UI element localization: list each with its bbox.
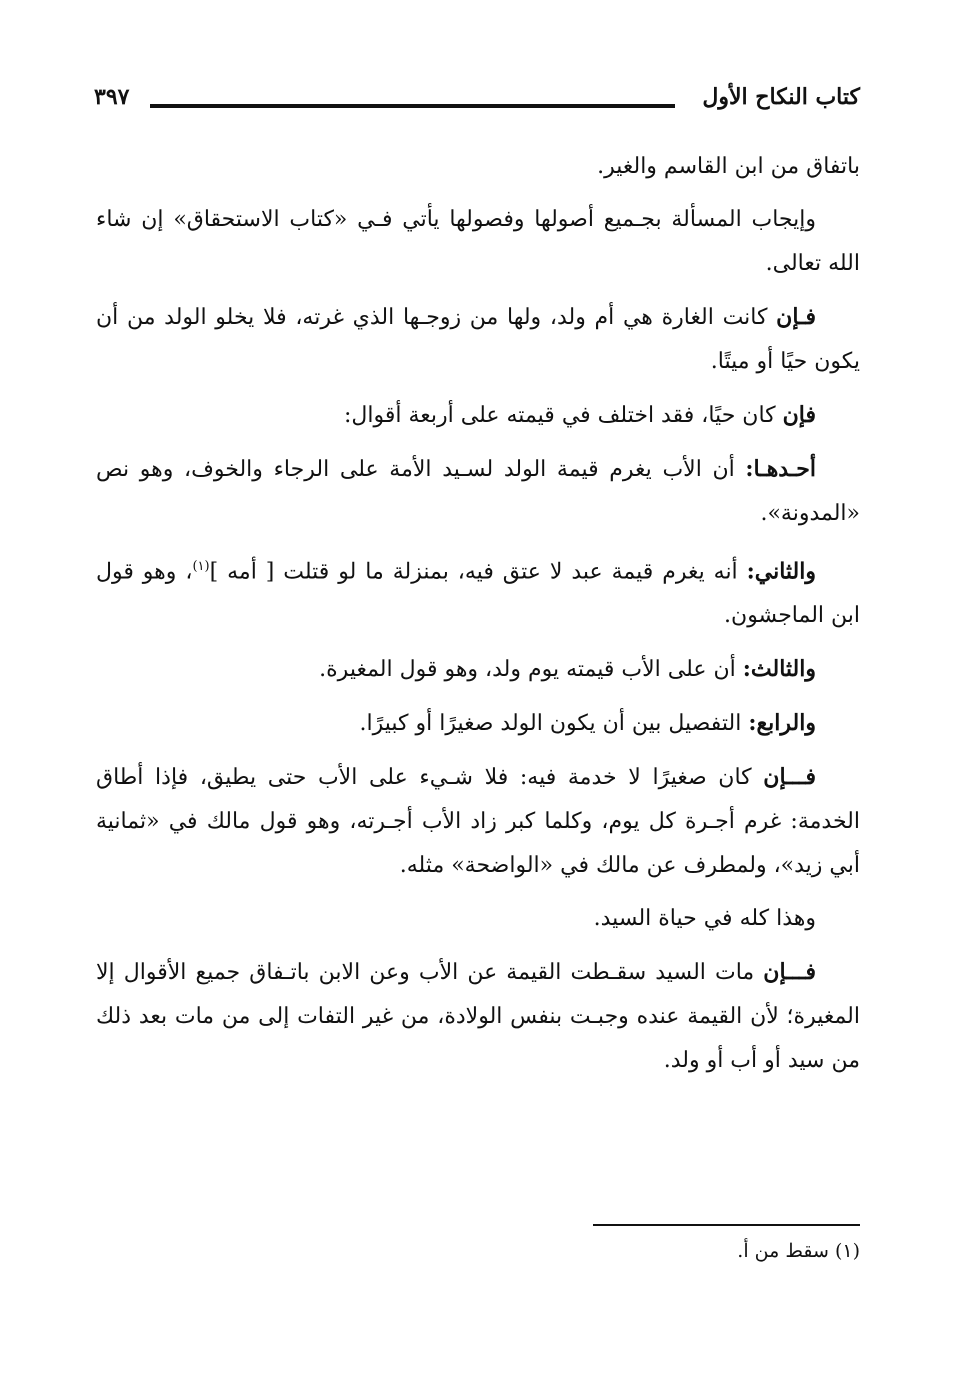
header-rule <box>150 104 675 108</box>
paragraph-10-text: وهذا كله في حياة السيد. <box>593 906 816 932</box>
paragraph-11 <box>96 950 860 1083</box>
paragraph-11-text: مات السيد سقـطت القيمة عن الأب وعن الابن باتـفاق جميع الأقوال إلا المغيرة؛ لأن القيمة عنده وجبـت بنفس الولادة، من غير التفات إلى من مات بعد ذلك من سيد أو أب أو ولد. <box>96 960 860 1074</box>
paragraph-8-lead: والرابع: <box>748 710 816 737</box>
footnote-reference[interactable]: (١) <box>192 559 210 574</box>
paragraph-9-text: كان صغيرًا لا خدمة فيه: فلا شـيء على الأب حتى يطيق، فإذا أطاق الخدمة: غرم أجـرة كل يوم، وكلما كبر زاد الأب أجـرته، وهو قول مالك في «ثمانية أبي زيد»، ولمطرف عن مالك في «الواضحة» مثله. <box>96 765 860 879</box>
paragraph-6-after: ، وهو قول ابن الماجشون. <box>96 559 860 629</box>
paragraph-5-lead: أحـدهـا: <box>745 456 816 482</box>
paragraph-3-text: كانت الغارة هي أم ولد، ولها من زوجـها الذي غرته، فلا يخلو الولد من أن يكون حيًا أو ميتًا. <box>96 305 860 374</box>
paragraph-3 <box>96 295 860 384</box>
paragraph-4-text: كان حيًا، فقد اختلف في قيمته على أربعة أقوال: <box>344 403 783 428</box>
paragraph-8-text: التفصيل بين أن يكون الولد صغيرًا أو كبيرًا. <box>359 711 749 737</box>
paragraph-7-lead: والثالث: <box>742 656 816 683</box>
body-text <box>96 145 860 1092</box>
paragraph-2-text: وإيجاب المسألة بجـميع أصولها وفصولها يأتي فـي «كتاب الاستحقاق» إن شاء الله تعالى. <box>96 207 860 276</box>
footnote-text: (١) سقط من أ. <box>737 1240 860 1262</box>
paragraph-6 <box>96 545 860 638</box>
paragraph-2 <box>96 198 860 286</box>
paragraph-6-text: أنه يغرم قيمة عبد لا عتق فيه، بمنزلة ما لو قتلت [ أمه ] <box>209 559 747 585</box>
footnote-rule <box>593 1224 860 1226</box>
paragraph-1-text: باتفاق من ابن القاسم والغير. <box>597 154 860 179</box>
paragraph-4 <box>96 393 860 438</box>
paragraph-5 <box>96 447 860 536</box>
paragraph-5-text: أن الأب يغرم قيمة الولد لسـيد الأمة على الرجاء والخوف، وهو نص «المدونة». <box>96 457 860 526</box>
paragraph-7-text: أن على الأب قيمته يوم ولد، وهو قول المغيرة. <box>319 657 743 683</box>
page-number: ٣٩٧ <box>94 84 130 110</box>
paragraph-3-lead: فـإن <box>776 304 816 330</box>
paragraph-9 <box>96 755 860 888</box>
paragraph-11-lead: فـــإن <box>763 959 816 986</box>
paragraph-1 <box>96 145 860 189</box>
paragraph-6-lead: والثاني: <box>746 558 816 585</box>
paragraph-10 <box>96 897 860 941</box>
running-header-title: كتاب النكاح الأول <box>702 84 860 110</box>
paragraph-7 <box>96 647 860 692</box>
paragraph-9-lead: فـــإن <box>763 764 816 791</box>
paragraph-8 <box>96 701 860 746</box>
paragraph-4-lead: فإن <box>782 402 816 428</box>
